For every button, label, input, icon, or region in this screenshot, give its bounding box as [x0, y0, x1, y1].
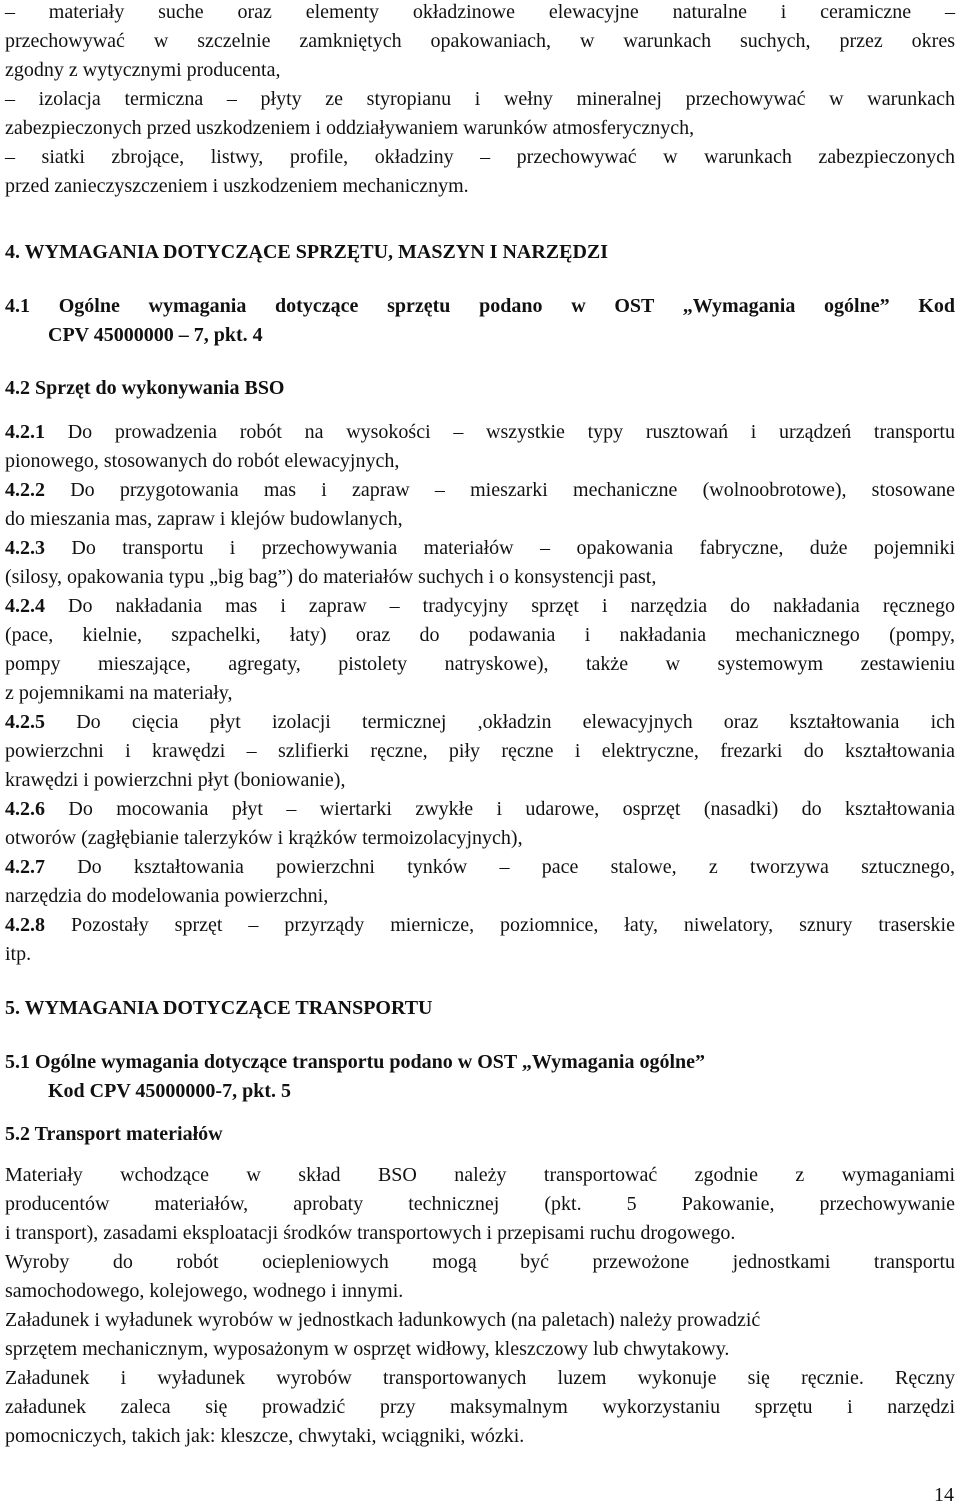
subsection-heading: 5.1 Ogólne wymagania dotyczące transportu podano w OST „Wymagania ogólne”: [5, 1051, 706, 1073]
text-line: (silosy, opakowania typu „big bag”) do materiałów suchych i o konsystencji past,: [5, 566, 657, 588]
item-number: 4.2.1: [5, 421, 45, 443]
text-line: Załadunek i wyładunek wyrobów transportowanych luzem wykonuje się ręcznie. Ręczny: [5, 1367, 955, 1389]
text-line: – siatki zbrojące, listwy, profile, okładziny – przechowywać w warunkach zabezpieczonych: [5, 146, 955, 168]
text-line: i transport), zasadami eksploatacji środków transportowych i przepisami ruchu drogowego.: [5, 1222, 736, 1244]
paragraph-line: [5, 797, 955, 821]
subsection-heading: 4.2 Sprzęt do wykonywania BSO: [5, 377, 285, 399]
subsection-heading: CPV 45000000 – 7, pkt. 4: [48, 324, 263, 346]
item-text: Do nakładania mas i zapraw – tradycyjny sprzęt i narzędzia do nakładania ręcznego: [45, 595, 955, 617]
text-line: sprzętem mechanicznym, wyposażonym w osprzęt widłowy, kleszczowy lub chwytakowy.: [5, 1338, 730, 1360]
paragraph-line: [5, 855, 955, 879]
text-line: krawędzi i powierzchni płyt (boniowanie),: [5, 769, 346, 791]
item-number: 4.2.4: [5, 595, 45, 617]
paragraph-line: [5, 478, 955, 502]
item-text: Do cięcia płyt izolacji termicznej ,okładzin elewacyjnych oraz kształtowania ich: [45, 711, 955, 733]
text-line: pompy mieszające, agregaty, pistolety natryskowe), także w systemowym zestawieniu: [5, 653, 955, 675]
text-line: – izolacja termiczna – płyty ze styropianu i wełny mineralnej przechowywać w warunkach: [5, 88, 955, 110]
item-text: Do mocowania płyt – wiertarki zwykłe i udarowe, osprzęt (nasadki) do kształtowania: [45, 798, 955, 820]
paragraph-line: [5, 710, 955, 734]
item-text: Do kształtowania powierzchni tynków – pace stalowe, z tworzywa sztucznego,: [45, 856, 955, 878]
item-number: 4.2.6: [5, 798, 45, 820]
text-line: producentów materiałów, aprobaty technicznej (pkt. 5 Pakowanie, przechowywanie: [5, 1193, 955, 1215]
text-line: przed zanieczyszczeniem i uszkodzeniem mechanicznym.: [5, 175, 469, 197]
subsection-heading: Kod CPV 45000000-7, pkt. 5: [48, 1080, 291, 1102]
page-number: 14: [934, 1484, 954, 1506]
text-line: (pace, kielnie, szpachelki, łaty) oraz do podawania i nakładania mechanicznego (pompy,: [5, 624, 955, 646]
item-number: 4.2.7: [5, 856, 45, 878]
section-heading: 5. WYMAGANIA DOTYCZĄCE TRANSPORTU: [5, 997, 433, 1019]
text-line: Wyroby do robót ociepleniowych mogą być przewożone jednostkami transportu: [5, 1251, 955, 1273]
text-line: z pojemnikami na materiały,: [5, 682, 233, 704]
paragraph-line: [5, 594, 955, 618]
item-text: Pozostały sprzęt – przyrządy miernicze, poziomnice, łaty, niwelatory, sznury traserskie: [45, 914, 955, 936]
text-line: – materiały suche oraz elementy okładzinowe elewacyjne naturalne i ceramiczne –: [5, 1, 955, 23]
text-line: narzędzia do modelowania powierzchni,: [5, 885, 329, 907]
item-text: Do prowadzenia robót na wysokości – wszystkie typy rusztowań i urządzeń transportu: [45, 421, 955, 443]
text-line: samochodowego, kolejowego, wodnego i innymi.: [5, 1280, 404, 1302]
text-line: pomocniczych, takich jak: kleszcze, chwytaki, wciągniki, wózki.: [5, 1425, 525, 1447]
item-number: 4.2.2: [5, 479, 45, 501]
item-text: Do przygotowania mas i zapraw – mieszarki mechaniczne (wolnoobrotowe), stosowane: [45, 479, 955, 501]
text-line: przechowywać w szczelnie zamkniętych opakowaniach, w warunkach suchych, przez okres: [5, 30, 955, 52]
section-heading: 4. WYMAGANIA DOTYCZĄCE SPRZĘTU, MASZYN I NARZĘDZI: [5, 241, 609, 263]
paragraph-line: [5, 913, 955, 937]
text-line: powierzchni i krawędzi – szlifierki ręczne, piły ręczne i elektryczne, frezarki do kształtowania: [5, 740, 955, 762]
text-line: Materiały wchodzące w skład BSO należy transportować zgodnie z wymaganiami: [5, 1164, 955, 1186]
text-line: pionowego, stosowanych do robót elewacyjnych,: [5, 450, 400, 472]
item-number: 4.2.8: [5, 914, 45, 936]
text-line: do mieszania mas, zapraw i klejów budowlanych,: [5, 508, 403, 530]
paragraph-line: [5, 536, 955, 560]
subsection-heading: 5.2 Transport materiałów: [5, 1123, 223, 1145]
text-line: zabezpieczonych przed uszkodzeniem i oddziaływaniem warunków atmosferycznych,: [5, 117, 695, 139]
text-line: Załadunek i wyładunek wyrobów w jednostkach ładunkowych (na paletach) należy prowadzić: [5, 1309, 761, 1331]
text-line: zgodny z wytycznymi producenta,: [5, 59, 281, 81]
text-line: załadunek zaleca się prowadzić przy maksymalnym wykorzystaniu sprzętu i narzędzi: [5, 1396, 955, 1418]
paragraph-line: [5, 420, 955, 444]
subsection-heading: 4.1 Ogólne wymagania dotyczące sprzętu podano w OST „Wymagania ogólne” Kod: [5, 295, 955, 317]
item-text: Do transportu i przechowywania materiałów – opakowania fabryczne, duże pojemniki: [45, 537, 955, 559]
text-line: otworów (zagłębianie talerzyków i krążków termoizolacyjnych),: [5, 827, 523, 849]
text-line: itp.: [5, 943, 32, 965]
item-number: 4.2.5: [5, 711, 45, 733]
item-number: 4.2.3: [5, 537, 45, 559]
